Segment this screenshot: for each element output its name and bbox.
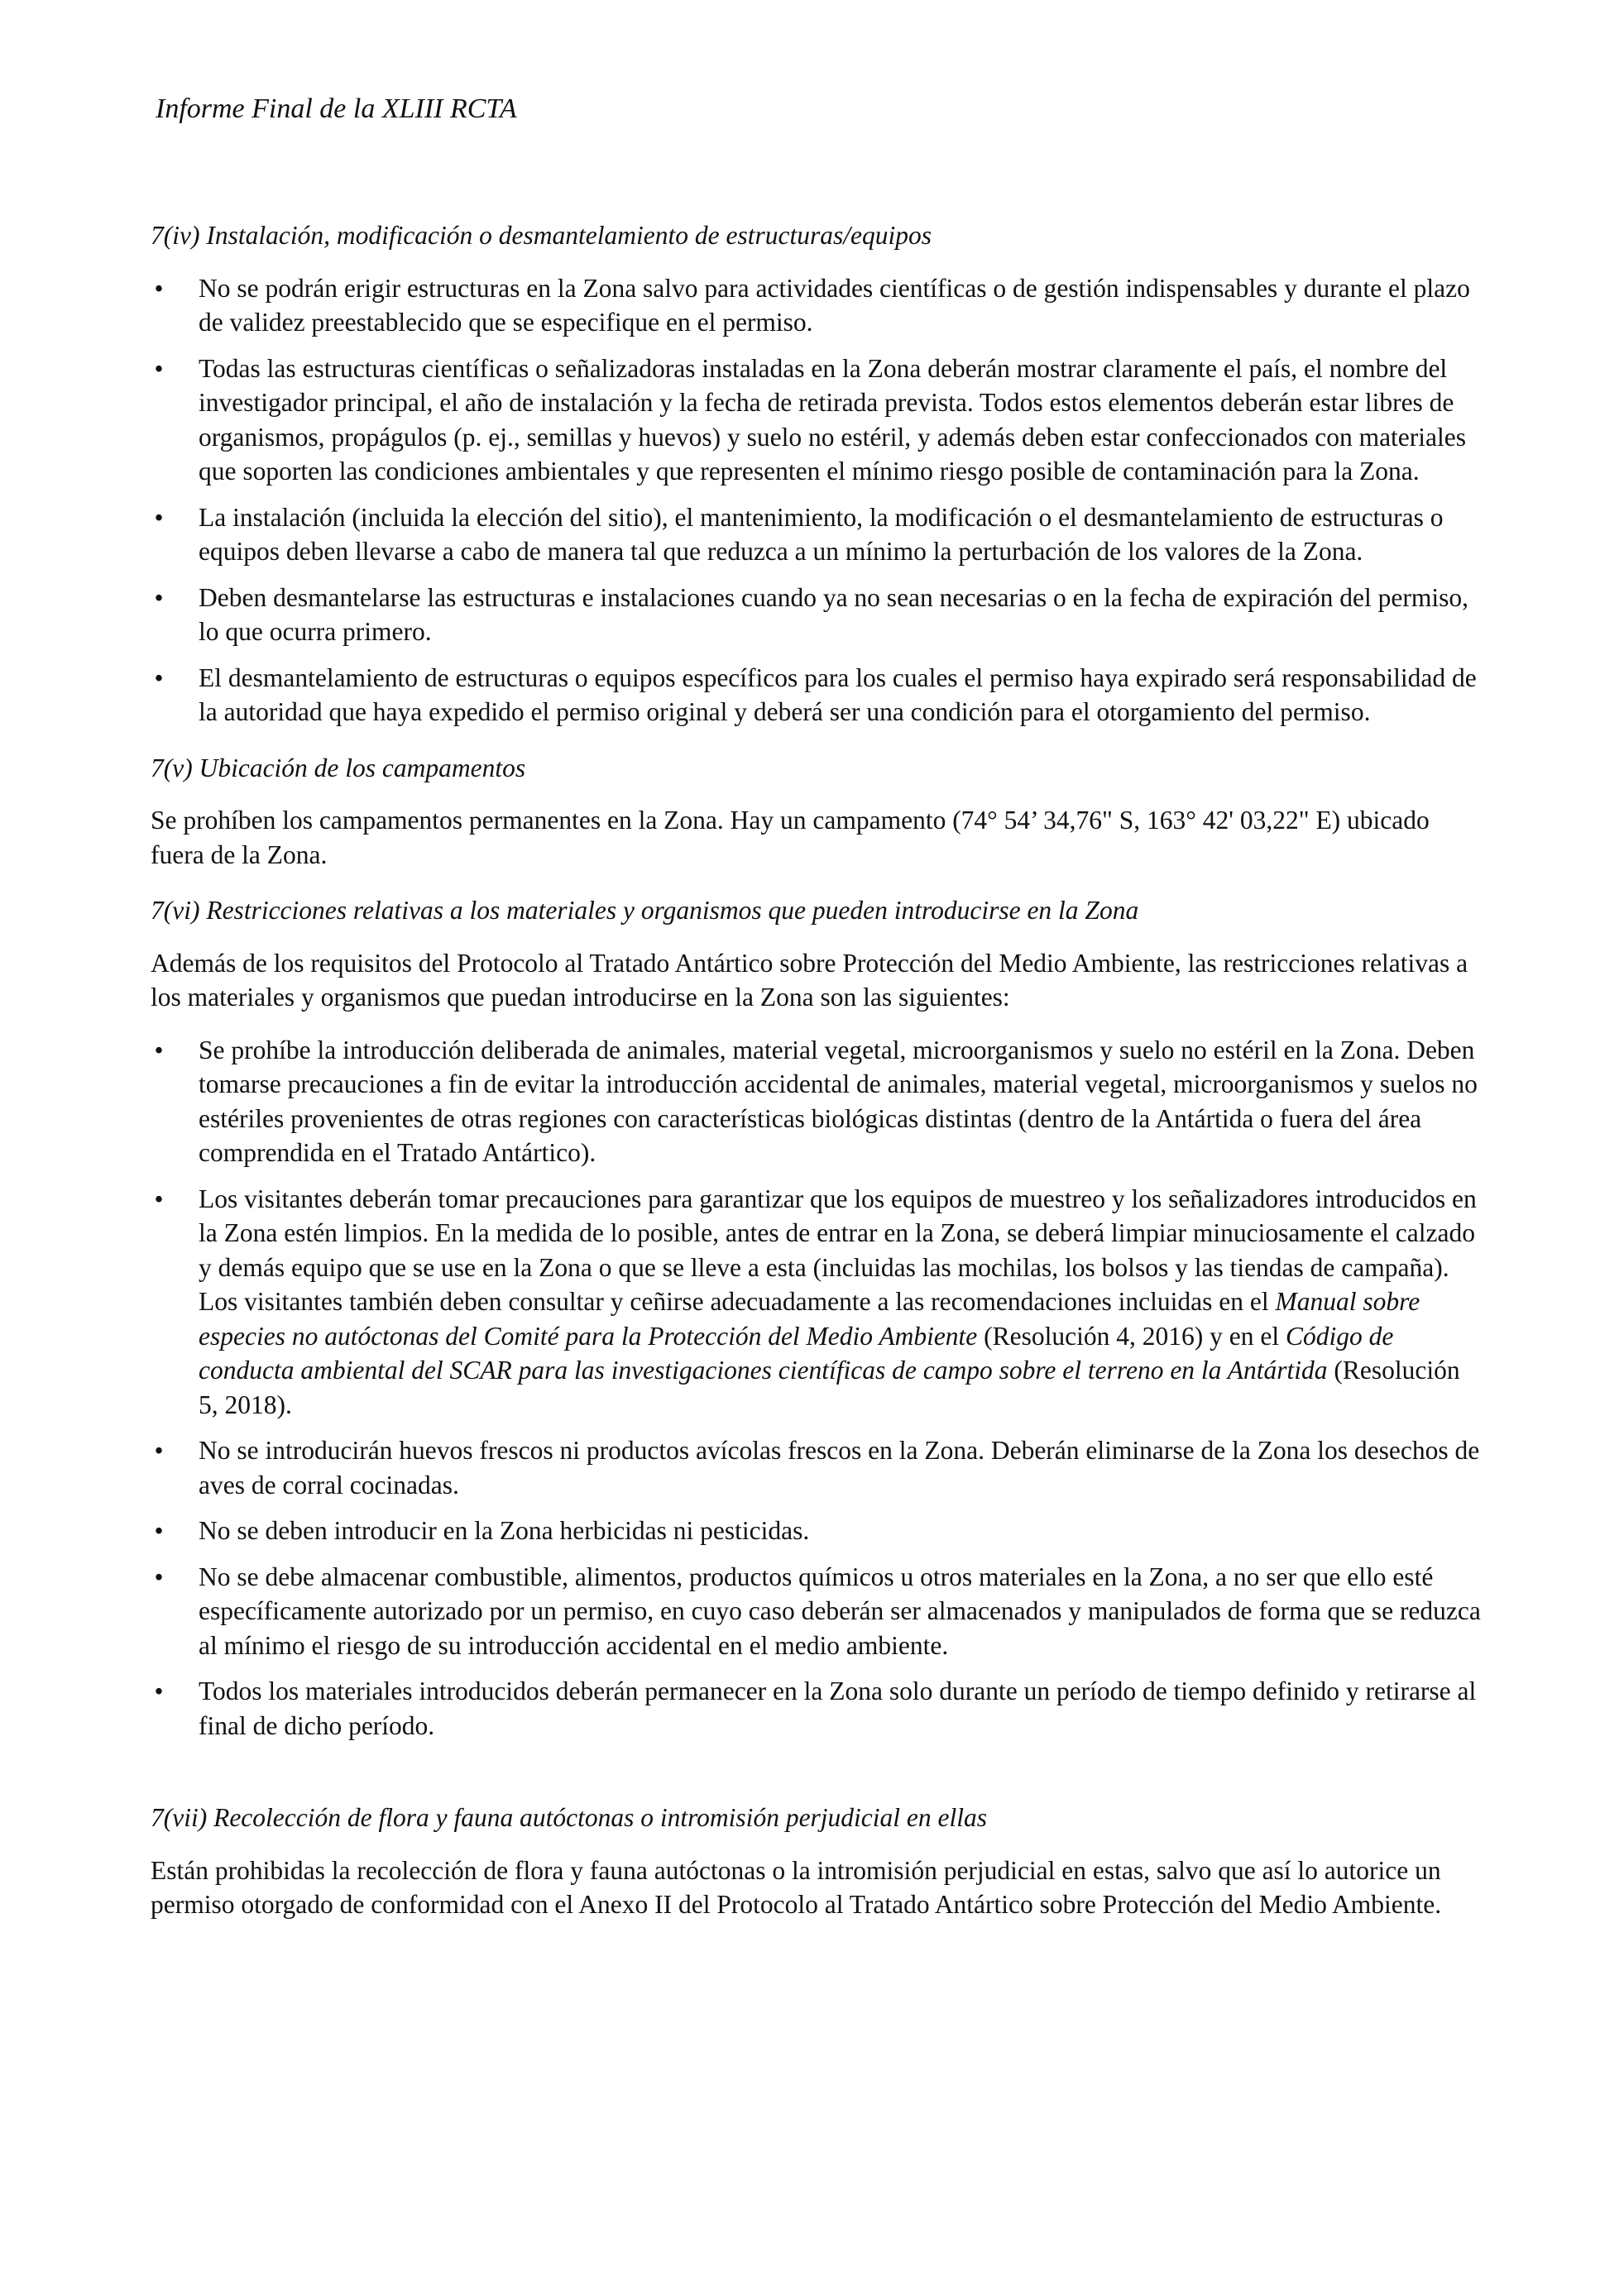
bullet-icon: • bbox=[154, 273, 164, 303]
list-item bbox=[151, 1033, 1483, 1170]
paragraph: Están prohibidas la recolección de flora y fauna autóctonas o la intromisión perjudicial en estas, salvo que así lo autorice un permiso otorgado de conformidad con el Anexo II del Protocolo al Tratado Antártico sobre Protección del Medio Ambiente. bbox=[151, 1855, 1442, 1919]
section-3 bbox=[151, 1801, 1483, 1922]
section-heading: 7(vii) Recolección de flora y fauna autóctonas o intromisión perjudicial en ellas bbox=[151, 1803, 988, 1832]
running-header: Informe Final de la XLIII RCTA bbox=[156, 93, 517, 124]
list-item-text: Se prohíbe la introducción deliberada de animales, material vegetal, microorganismos y suelo no estéril en la Zona. Deben tomarse precauciones a fin de evitar la introducción accidental de animales, material vegetal, microorganismos y suelos no estériles provenientes de otras regiones con características biológicas distintas (dentro de la Antártida o fuera del área comprendida en el Tratado Antártico). bbox=[199, 1035, 1478, 1167]
list-item-text: No se introducirán huevos frescos ni productos avícolas frescos en la Zona. Deberán eliminarse de la Zona los desechos de aves de corral cocinadas. bbox=[199, 1436, 1480, 1500]
bullet-icon: • bbox=[154, 662, 164, 692]
list-item-text: Todos los materiales introducidos deberán permanecer en la Zona solo durante un período de tiempo definido y retirarse al final de dicho período. bbox=[199, 1677, 1477, 1740]
paragraph: Además de los requisitos del Protocolo al Tratado Antártico sobre Protección del Medio Ambiente, las restricciones relativas a los materiales y organismos que puedan introducirse en la Zona son las siguientes: bbox=[151, 948, 1468, 1012]
bullet-list bbox=[151, 1033, 1483, 1744]
bullet-icon: • bbox=[154, 502, 164, 532]
bullet-icon: • bbox=[154, 353, 164, 383]
list-item bbox=[151, 500, 1483, 569]
bullet-icon: • bbox=[154, 1562, 164, 1591]
list-item bbox=[151, 271, 1483, 340]
document-body bbox=[151, 218, 1483, 1944]
section-heading: 7(iv) Instalación, modificación o desmantelamiento de estructuras/equipos bbox=[151, 221, 932, 250]
list-item-text: Los visitantes deberán tomar precauciones para garantizar que los equipos de muestreo y los señalizadores introducidos en la Zona estén limpios. En la medida de lo posible, antes de entrar en la Zona, se deberá limpiar minuciosamente el calzado y demás equipo que se use en la Zona o que se lleve a esta (incluidas las mochilas, los bolsos y las tiendas de campaña). Los visitantes también deben consultar y ceñirse adecuadamente a las recomendaciones incluidas en el bbox=[199, 1184, 1477, 1316]
list-item bbox=[151, 581, 1483, 649]
list-item bbox=[151, 1560, 1483, 1663]
list-item bbox=[151, 1514, 1483, 1548]
list-item-text: No se debe almacenar combustible, alimentos, productos químicos u otros materiales en la Zona, a no ser que ello esté específicamente autorizado por un permiso, en cuyo caso deberán ser almacenados y manipulados de forma que se reduzca al mínimo el riesgo de su introducción accidental en el medio ambiente. bbox=[199, 1562, 1481, 1660]
list-item-text: Deben desmantelarse las estructuras e instalaciones cuando ya no sean necesarias o en la fecha de expiración del permiso, lo que ocurra primero. bbox=[199, 582, 1468, 646]
list-item-text: (Resolución 4, 2016) y en el bbox=[977, 1321, 1286, 1351]
list-item-text: (Resolución 5, 2018). bbox=[199, 1356, 1460, 1419]
bullet-icon: • bbox=[154, 1677, 164, 1705]
paragraph: Se prohíben los campamentos permanentes en la Zona. Hay un campamento (74° 54’ 34,76" S, 163° 42' 03,22" E) ubicado fuera de la Zona. bbox=[151, 806, 1430, 869]
list-item bbox=[151, 1433, 1483, 1502]
list-item bbox=[151, 1182, 1483, 1423]
list-item-text: La instalación (incluida la elección del sitio), el mantenimiento, la modificación o el desmantelamiento de estructuras o equipos deben llevarse a cabo de manera tal que reduzca a un mínimo la perturbación de los valores de la Zona. bbox=[199, 502, 1444, 566]
bullet-icon: • bbox=[154, 1035, 164, 1064]
italic-reference: Código de conducta ambiental del SCAR para las investigaciones científicas de campo sobre el terreno en la Antártida bbox=[199, 1321, 1394, 1385]
list-item-text: Todas las estructuras científicas o señalizadoras instaladas en la Zona deberán mostrar claramente el país, el nombre del investigador principal, el año de instalación y la fecha de retirada prevista. Todos estos elementos deberán estar libres de organismos, propágulos (p. ej., semillas y huevos) y suelo no estéril, y además deben estar confeccionados con materiales que soporten las condiciones ambientales y que representen el mínimo riesgo posible de contaminación para la Zona. bbox=[199, 353, 1466, 486]
list-item-text: No se podrán erigir estructuras en la Zona salvo para actividades científicas o de gestión indispensables y durante el plazo de validez preestablecido que se especifique en el permiso. bbox=[199, 273, 1470, 337]
section-heading: 7(vi) Restricciones relativas a los materiales y organismos que pueden introducirse en la Zona bbox=[151, 896, 1139, 925]
section-0 bbox=[151, 218, 1483, 729]
section-heading: 7(v) Ubicación de los campamentos bbox=[151, 753, 526, 782]
bullet-icon: • bbox=[154, 1184, 164, 1213]
list-item-text: El desmantelamiento de estructuras o equipos específicos para los cuales el permiso haya expirado será responsabilidad de la autoridad que haya expedido el permiso original y deberá ser una condición para el otorgamiento del permiso. bbox=[199, 662, 1477, 726]
bullet-list bbox=[151, 271, 1483, 729]
italic-reference: Manual sobre especies no autóctonas del Comité para la Protección del Medio Ambiente bbox=[199, 1287, 1420, 1351]
list-item bbox=[151, 352, 1483, 489]
bullet-icon: • bbox=[154, 1516, 164, 1545]
bullet-icon: • bbox=[154, 1436, 164, 1465]
list-item bbox=[151, 1674, 1483, 1743]
section-2 bbox=[151, 893, 1483, 1743]
list-item bbox=[151, 661, 1483, 729]
bullet-icon: • bbox=[154, 582, 164, 612]
section-1 bbox=[151, 751, 1483, 873]
list-item-text: No se deben introducir en la Zona herbicidas ni pesticidas. bbox=[199, 1516, 810, 1545]
